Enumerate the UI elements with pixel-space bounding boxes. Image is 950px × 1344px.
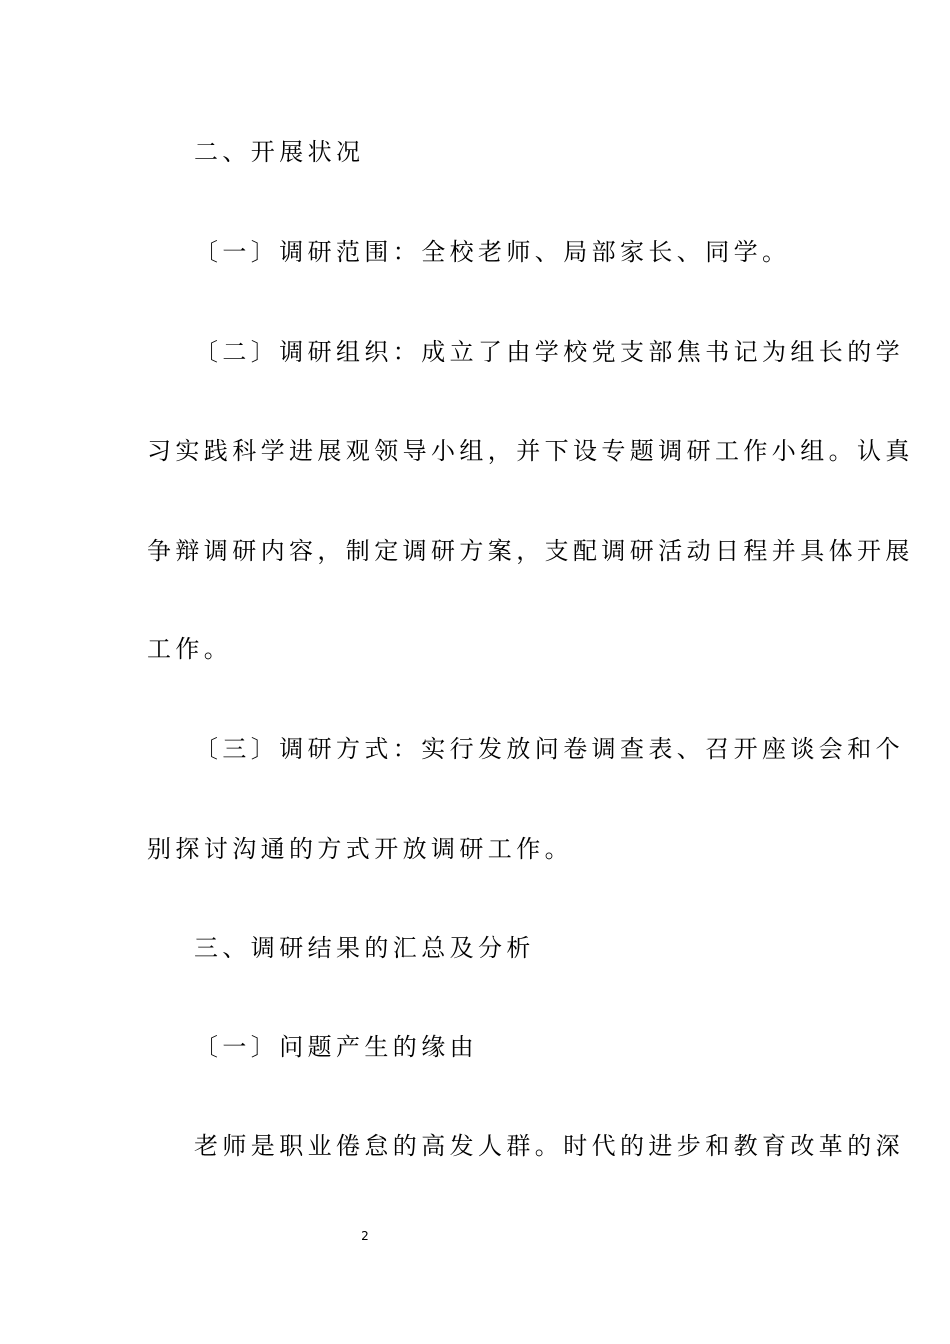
paragraph-line: 别探讨沟通的方式开放调研工作。 bbox=[147, 835, 573, 863]
section-heading: 二、开展状况 bbox=[194, 138, 365, 166]
paragraph-line: 〔一〕调研范围：全校老师、局部家长、同学。 bbox=[194, 238, 791, 266]
section-heading: 三、调研结果的汇总及分析 bbox=[194, 934, 535, 962]
subsection-heading: 〔一〕问题产生的缘由 bbox=[194, 1033, 478, 1061]
page-number: 2 bbox=[361, 1229, 369, 1243]
paragraph-line: 工作。 bbox=[147, 635, 233, 663]
paragraph-line: 〔三〕调研方式：实行发放问卷调查表、召开座谈会和个 bbox=[194, 735, 904, 763]
paragraph-line: 〔二〕调研组织：成立了由学校党支部焦书记为组长的学 bbox=[194, 338, 904, 366]
paragraph-line: 习实践科学进展观领导小组，并下设专题调研工作小组。认真 bbox=[147, 437, 914, 465]
paragraph-line: 老师是职业倦怠的高发人群。时代的进步和教育改革的深 bbox=[194, 1132, 904, 1160]
paragraph-line: 争辩调研内容，制定调研方案，支配调研活动日程并具体开展 bbox=[147, 537, 914, 565]
